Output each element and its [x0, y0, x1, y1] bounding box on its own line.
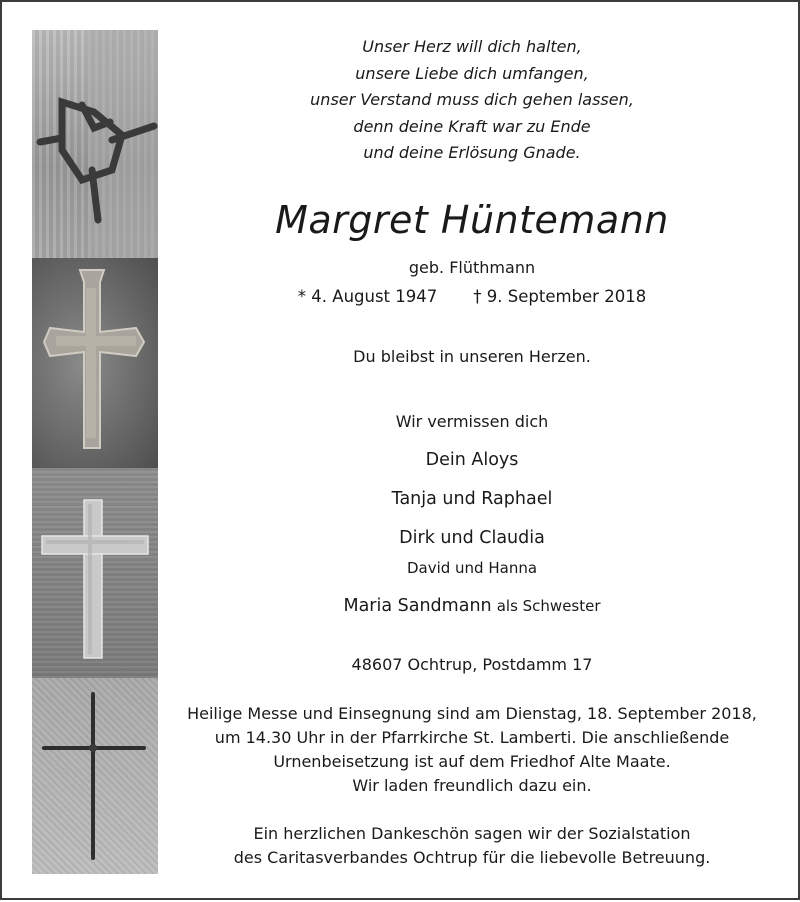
mourner-name: Tanja und Raphael	[391, 489, 553, 509]
birth-date: * 4. August 1947	[297, 287, 438, 306]
image-panel-3	[32, 468, 158, 678]
mourner-name: Dein Aloys	[425, 450, 519, 470]
thanks-line: des Caritasverbandes Ochtrup für die liebevolle Betreuung.	[233, 848, 711, 867]
poem	[162, 34, 782, 167]
plaque-cross-icon	[32, 468, 158, 678]
poem-line: unsere Liebe dich umfangen,	[355, 63, 589, 83]
cross-image-strip	[32, 30, 158, 874]
life-dates	[162, 287, 782, 306]
birth-name: geb. Flüthmann	[408, 258, 536, 277]
grandchildren-names: David und Hanna	[406, 559, 538, 577]
sister-name: Maria Sandmann	[343, 596, 492, 616]
mourners-intro: Wir vermissen dich	[395, 412, 549, 431]
image-panel-2	[32, 258, 158, 468]
image-panel-1	[32, 30, 158, 258]
obituary-content	[162, 2, 782, 902]
poem-line: unser Verstand muss dich gehen lassen,	[310, 90, 634, 109]
service-line: Heilige Messe und Einsegnung sind am Dienstag, 18. September 2018,	[187, 704, 757, 723]
stone-cross-icon	[32, 258, 158, 468]
poem-line: und deine Erlösung Gnade.	[363, 143, 581, 162]
death-date: † 9. September 2018	[473, 287, 647, 306]
service-line: Wir laden freundlich dazu ein.	[352, 776, 592, 795]
thanks-line: Ein herzlichen Dankeschön sagen wir der Sozialstation	[253, 824, 691, 843]
poem-line: Unser Herz will dich halten,	[362, 37, 582, 56]
sister-relation: als Schwester	[496, 597, 601, 615]
remembrance-text: Du bleibst in unseren Herzen.	[353, 347, 591, 366]
poem-line: denn deine Kraft war zu Ende	[353, 116, 591, 136]
sister-line	[162, 596, 782, 616]
metal-cross-icon	[32, 678, 158, 874]
thanks-note	[162, 822, 782, 870]
iron-cross-icon	[32, 30, 158, 258]
address: 48607 Ochtrup, Postdamm 17	[351, 655, 593, 674]
mourner-name: Dirk und Claudia	[399, 528, 545, 548]
service-line: um 14.30 Uhr in der Pfarrkirche St. Lamberti. Die anschließende	[214, 728, 730, 747]
service-line: Urnenbeisetzung ist auf dem Friedhof Alte Maate.	[273, 752, 671, 771]
image-panel-4	[32, 678, 158, 874]
service-announcement	[162, 702, 782, 798]
deceased-name: Margret Hüntemann	[275, 198, 669, 242]
